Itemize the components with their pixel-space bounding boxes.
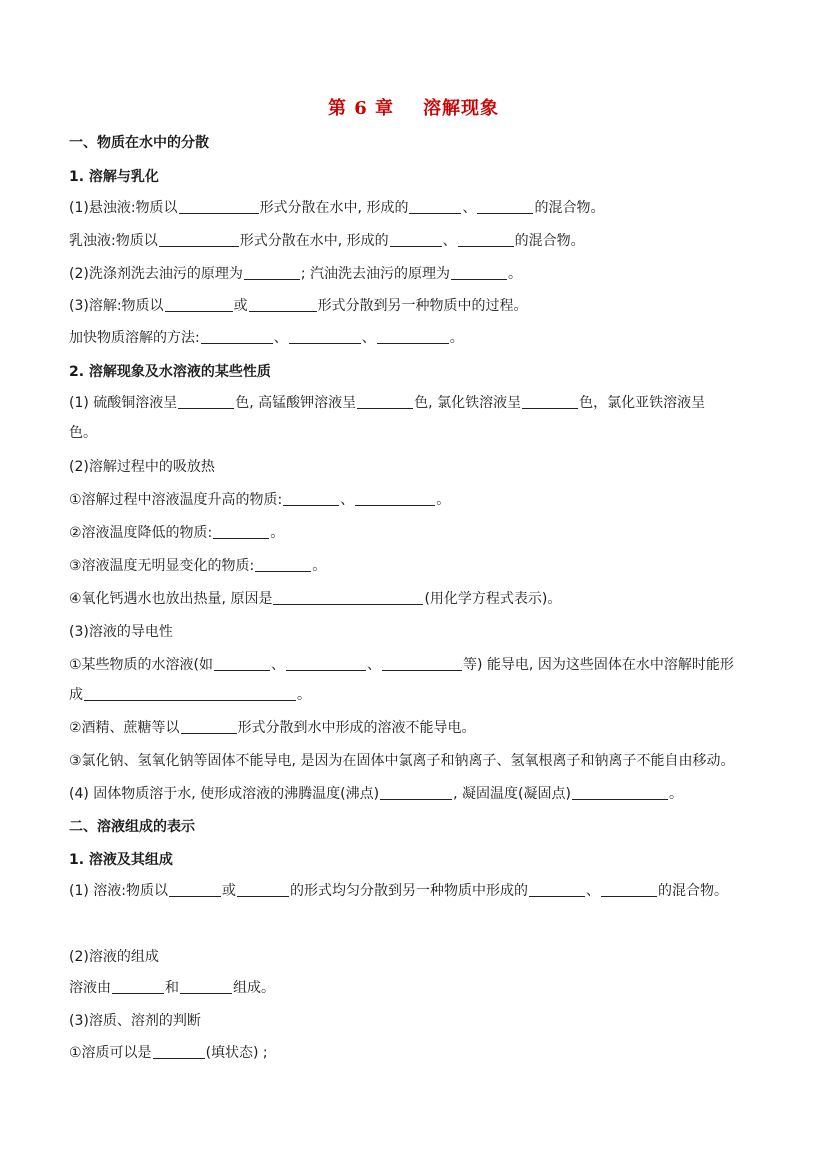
section-heading-1: 一、物质在水中的分散 [69,135,209,151]
text-line: 加快物质溶解的方法: 、 、 。 [69,330,464,346]
fill-blank[interactable] [409,199,461,214]
fill-blank[interactable] [273,590,423,605]
text-line: (2)溶液的组成 [69,949,159,965]
text-line: 成 。 [69,687,311,703]
fill-blank[interactable] [159,232,239,247]
text-line: 色。 [69,425,97,441]
fill-blank[interactable] [244,265,300,280]
fill-blank[interactable] [572,785,668,800]
fill-blank[interactable] [178,394,234,409]
text-line: ②酒精、蔗糖等以 形式分散到水中形成的溶液不能导电。 [69,720,476,736]
text-line: ①溶解过程中溶液温度升高的物质: 、 。 [69,492,451,508]
fill-blank[interactable] [181,719,237,734]
chapter-title: 第 6 章 溶解现象 [327,98,500,119]
text-line: (3)溶质、溶剂的判断 [69,1013,201,1029]
subsection-heading-1-1: 1. 溶解与乳化 [69,169,159,185]
fill-blank[interactable] [289,329,361,344]
fill-blank[interactable] [165,297,233,312]
fill-blank[interactable] [84,686,296,701]
fill-blank[interactable] [458,232,514,247]
fill-blank[interactable] [112,979,164,994]
fill-blank[interactable] [153,1044,205,1059]
text-line: 溶液由 和 组成。 [69,980,275,996]
fill-blank[interactable] [390,232,442,247]
text-line: (4) 固体物质溶于水, 使形成溶液的沸腾温度(沸点) , 凝固温度(凝固点) 。 [69,786,683,802]
text-line: (3)溶液的导电性 [69,624,173,640]
text-line: (1) 溶液:物质以 或 的形式均匀分散到另一种物质中形成的 、 的混合物。 [69,883,728,899]
fill-blank[interactable] [529,882,585,897]
fill-blank[interactable] [169,882,221,897]
fill-blank[interactable] [286,656,366,671]
fill-blank[interactable] [377,329,449,344]
fill-blank[interactable] [522,394,578,409]
fill-blank[interactable] [255,557,311,572]
fill-blank[interactable] [214,656,270,671]
fill-blank[interactable] [179,199,259,214]
text-line: ②溶液温度降低的物质: 。 [69,525,285,541]
subsection-heading-2-1: 1. 溶液及其组成 [69,852,173,868]
fill-blank[interactable] [180,979,232,994]
text-line: (2)洗涤剂洗去油污的原理为 ; 汽油洗去油污的原理为 。 [69,266,523,282]
fill-blank[interactable] [213,524,269,539]
text-line: ①溶质可以是 (填状态) ; [69,1045,268,1061]
text-line: ③溶液温度无明显变化的物质: 。 [69,558,327,574]
fill-blank[interactable] [283,491,339,506]
fill-blank[interactable] [249,297,317,312]
fill-blank[interactable] [201,329,273,344]
text-line: ①某些物质的水溶液(如 、 、 等) 能导电, 因为这些固体在水中溶解时能形 [69,657,734,673]
section-heading-2: 二、溶液组成的表示 [69,819,195,835]
fill-blank[interactable] [237,882,289,897]
text-line: ④氧化钙遇水也放出热量, 原因是 (用化学方程式表示)。 [69,591,562,607]
fill-blank[interactable] [451,265,507,280]
text-line: (3)溶解:物质以 或 形式分散到另一种物质中的过程。 [69,298,528,314]
text-line: (1)悬浊液:物质以 形式分散在水中, 形成的 、 的混合物。 [69,200,605,216]
fill-blank[interactable] [355,491,435,506]
text-line: ③氯化钠、氢氧化钠等固体不能导电, 是因为在固体中氯离子和钠离子、氢氧根离子和钠离子不能自由移动。 [69,753,735,769]
subsection-heading-1-2: 2. 溶解现象及水溶液的某些性质 [69,364,271,380]
fill-blank[interactable] [380,785,452,800]
fill-blank[interactable] [601,882,657,897]
text-line: 乳浊液:物质以 形式分散在水中, 形成的 、 的混合物。 [69,233,585,249]
text-line: (1) 硫酸铜溶液呈 色, 高锰酸钾溶液呈 色, 氯化铁溶液呈 色，氯化亚铁溶液呈 [69,395,706,411]
fill-blank[interactable] [382,656,462,671]
fill-blank[interactable] [477,199,533,214]
fill-blank[interactable] [357,394,413,409]
text-line: (2)溶解过程中的吸放热 [69,459,215,475]
